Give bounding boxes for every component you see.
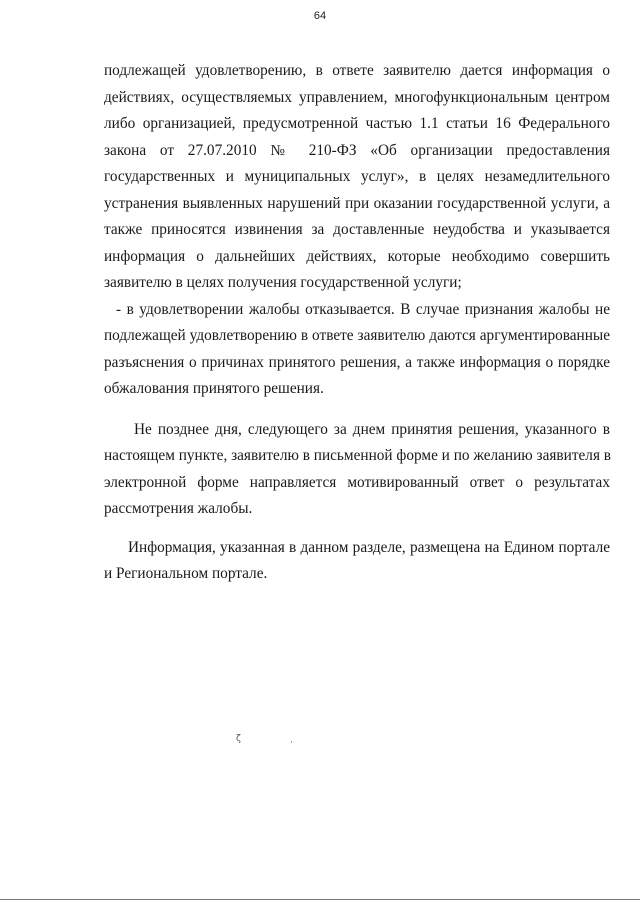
paragraph-response-deadline	[104, 417, 610, 523]
text-line: Не позднее дня, следующего за днем принятия решения, указанного в	[134, 420, 610, 438]
text-line: действиях, осуществляемых управлением, многофункциональным центром	[104, 88, 610, 106]
text-line: устранения выявленных нарушений при оказании государственной услуги, а	[104, 194, 610, 212]
paragraph-spacer	[104, 403, 610, 417]
page-number: 64	[313, 10, 327, 22]
paragraph-spacer	[104, 523, 610, 535]
scan-speck: ·	[290, 738, 293, 748]
paragraph-complaint-satisfied-continuation	[104, 58, 610, 297]
text-line: подлежащей удовлетворению в ответе заявителю даются аргументированные	[104, 327, 610, 344]
document-body	[104, 58, 610, 588]
text-line: и Региональном портале.	[104, 565, 268, 582]
text-line: - в удовлетворении жалобы отказывается. В случае признания жалобы не	[116, 300, 610, 318]
text-line: электронной форме направляется мотивированный ответ о результатах	[104, 473, 610, 491]
paragraph-complaint-refused	[104, 297, 610, 403]
paragraph-portal-info	[104, 535, 610, 588]
text-line: государственных и муниципальных услуг», в целях незамедлительного	[104, 168, 610, 185]
text-line: также приносятся извинения за доставленные неудобства и указывается	[104, 221, 610, 238]
text-line: настоящем пункте, заявителю в письменной форме и по желанию заявителя в	[104, 447, 612, 464]
text-line: обжалования принятого решения.	[104, 380, 324, 397]
text-line: либо организацией, предусмотренной частью 1.1 статьи 16 Федерального	[104, 115, 610, 132]
scan-speck: ζ	[236, 734, 241, 744]
text-line: информация о дальнейших действиях, которые необходимо совершить	[104, 247, 610, 265]
text-line: закона от 27.07.2010 № 210-ФЗ «Об организации предоставления	[104, 141, 610, 159]
text-line: рассмотрения жалобы.	[104, 500, 253, 517]
text-line: заявителю в целях получения государственной услуги;	[104, 274, 462, 291]
text-line: разъяснения о причинах принятого решения, а также информация о порядке	[104, 353, 610, 371]
page-edge-line	[0, 899, 640, 900]
text-line: подлежащей удовлетворению, в ответе заявителю дается информация о	[104, 62, 610, 79]
text-line: Информация, указанная в данном разделе, размещена на Едином портале	[128, 538, 610, 556]
